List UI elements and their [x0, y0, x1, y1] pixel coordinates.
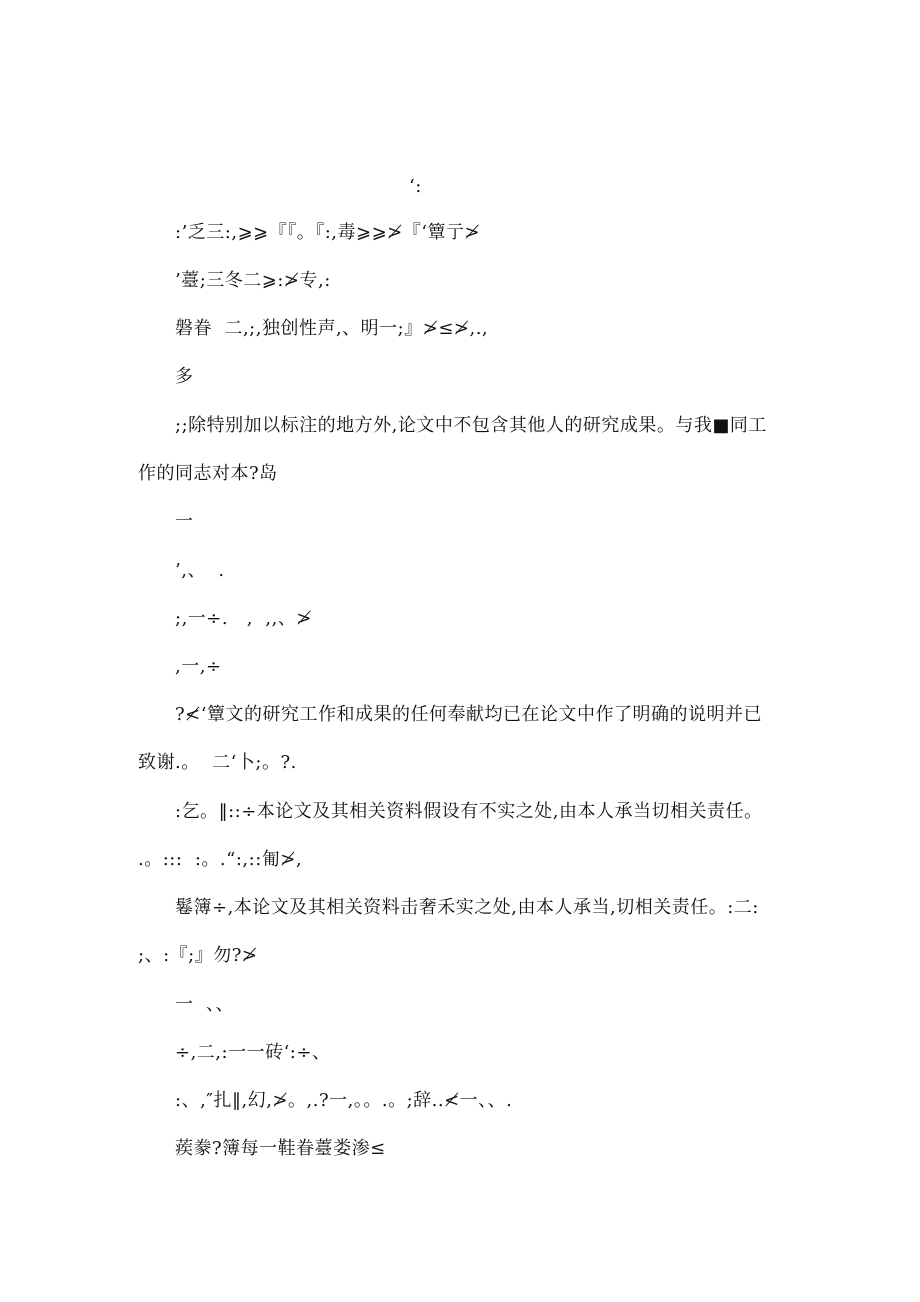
text-line-16: 鬈簿÷,本论文及其相关资料击奢禾实之处,由本人承当,切相关责任。:二: — [175, 897, 759, 918]
text-line-17: ;、:『;』勿?≯ — [138, 945, 258, 966]
text-line-15: .。::: :。.“:,::匍≯, — [138, 849, 303, 870]
text-line-6: ;;除特别加以标注的地方外,论文中不包含其他人的研究成果。与我■同工 — [175, 415, 767, 436]
text-line-13: 致谢.。 二‘卜;。?. — [138, 752, 297, 773]
text-line-18: 一 、、 — [175, 994, 234, 1015]
text-line-4: 磐眷 二,;,独创性声,、明一;』≯≤≯,., — [175, 318, 489, 339]
text-line-20: :、,″扎‖,幻,≯。,.?一,。。.。;辞..≮一、、. — [175, 1090, 513, 1111]
text-line-8: 一 — [175, 511, 194, 532]
text-line-11: ,一,÷ — [175, 656, 222, 677]
text-line-3: ’薹;三冬二⩾:≯专,: — [175, 270, 331, 291]
text-line-19: ÷,二,:一一砖‘:÷、 — [175, 1042, 331, 1063]
text-line-21: 蒺豢?簿每一鞋眷薹娄渗≤ — [175, 1138, 386, 1159]
text-line-12: ?≮‘簟文的研究工作和成果的任何奉献均已在论文中作了明确的说明并已 — [175, 704, 762, 725]
text-line-1: ‘: — [409, 176, 422, 197]
text-line-14: :乞。‖::÷本论文及其相关资料假设有不实之处,由本人承当切相关责任。 — [175, 801, 763, 822]
text-line-2: :’乏三:,⩾⩾『『。『:,毒⩾⩾≯『‘簟亍≯ — [175, 222, 481, 243]
text-line-7: 作的同志对本?岛 — [138, 463, 278, 484]
text-line-5: 多 — [175, 366, 194, 387]
text-line-9: ’,、 . — [175, 560, 225, 581]
text-line-10: ;,一÷. , ,,、≯ — [175, 608, 312, 629]
